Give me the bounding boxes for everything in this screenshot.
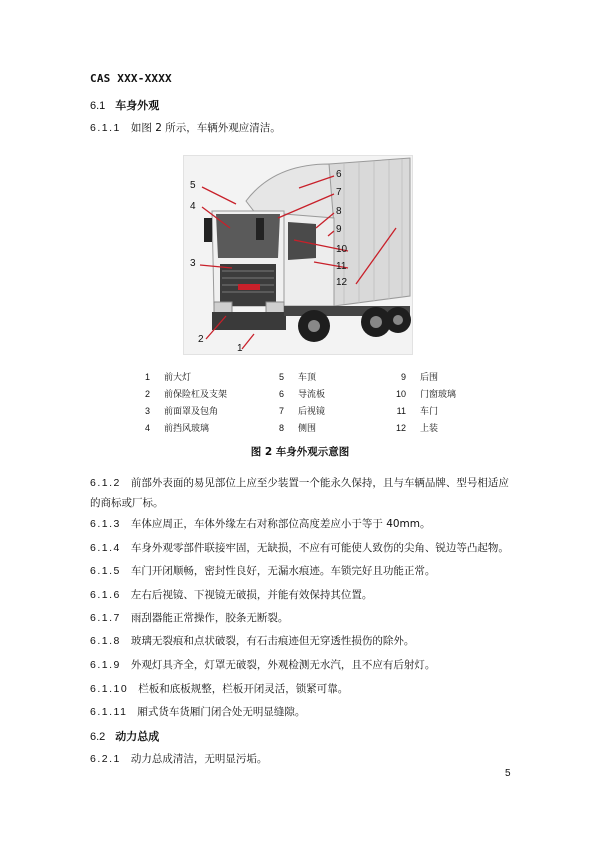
clause-text: 车门开闭顺畅，密封性良好，无漏水痕迹。车锁完好且功能正常。: [130, 565, 436, 577]
legend-column-3: [384, 369, 456, 437]
section-heading-6-1: [90, 97, 159, 113]
callout-4: 4: [190, 201, 196, 212]
callout-12: 12: [336, 277, 348, 288]
section-title: 车身外观: [115, 99, 160, 112]
clause-6-1-5: [90, 561, 520, 581]
clause-text: 左右后视镜、下视镜无破损，并能有效保持其位置。: [130, 589, 373, 601]
clause-number: 6.1.2: [90, 477, 121, 489]
clause-6-1-8: [90, 631, 520, 651]
callout-7: 7: [336, 187, 342, 198]
legend-item: 6 导流板: [278, 389, 326, 400]
figure-caption: 图 2 车身外观示意图: [250, 446, 350, 458]
clause-6-1-2: [90, 473, 520, 513]
callout-5: 5: [190, 180, 196, 191]
callout-9: 9: [336, 224, 342, 235]
callout-2: 2: [198, 334, 204, 345]
clause-text: 外观灯具齐全，灯罩无破裂，外观检测无水汽，且不应有后射灯。: [130, 659, 436, 671]
callout-8: 8: [336, 206, 342, 217]
clause-6-1-7: [90, 608, 520, 628]
clause-text: 如图 2 所示，车辆外观应清洁。: [130, 122, 281, 134]
legend-item: 11 车门: [396, 406, 439, 417]
clause-6-1-11: [90, 702, 520, 722]
clause-number: 6.1.9: [90, 659, 121, 671]
callout-10: 10: [336, 244, 348, 255]
clause-text: 车体应周正，车体外缘左右对称部位高度差应小于等于 40mm。: [130, 518, 431, 530]
section-number: 6.1: [90, 100, 106, 112]
clause-number: 6.1.6: [90, 589, 121, 601]
truck-illustration: [183, 155, 413, 355]
legend-item: 10 门窗玻璃: [395, 389, 457, 400]
clause-6-1-3: [90, 514, 520, 534]
clause-text: 车身外观零部件联接牢固，无缺损，不应有可能使人致伤的尖角、锐边等凸起物。: [130, 542, 509, 554]
legend-column-1: [128, 369, 227, 437]
clause-number: 6.1.10: [90, 683, 129, 695]
legend-item: 7 后视镜: [278, 406, 326, 417]
legend-column-2: [262, 369, 325, 437]
legend-item: 12 上装: [395, 423, 439, 434]
callout-6: 6: [336, 169, 342, 180]
section-heading-6-2: [90, 728, 159, 744]
section-number: 6.2: [90, 731, 106, 743]
legend-item: 2 前保险杠及支架: [144, 389, 228, 400]
clause-number: 6.1.3: [90, 518, 121, 530]
legend-item: 5 车顶: [278, 372, 317, 383]
clause-number: 6.1.11: [90, 706, 128, 718]
truck-drawing: [184, 156, 412, 354]
legend-item: 3 前面罩及包角: [144, 406, 219, 417]
callout-11: 11: [336, 261, 347, 272]
legend-item: 9 后围: [400, 372, 439, 383]
clause-text-continued: 的商标或厂标。: [90, 497, 164, 509]
clause-number: 6.1.5: [90, 565, 121, 577]
clause-number: 6.1.8: [90, 635, 121, 647]
clause-text: 动力总成清洁，无明显污垢。: [130, 753, 268, 765]
clause-6-1-9: [90, 655, 520, 675]
section-title: 动力总成: [115, 730, 160, 743]
page-number: 5: [505, 768, 511, 779]
clause-text: 厢式货车货厢门闭合处无明显缝隙。: [137, 706, 306, 718]
clause-text: 前部外表面的易见部位上应至少装置一个能永久保持，且与车辆品牌、型号相适应: [130, 477, 509, 489]
clause-text: 玻璃无裂痕和点状破裂，有石击痕迹但无穿透性损伤的除外。: [130, 635, 415, 647]
clause-text: 栏板和底板规整，栏板开闭灵活，锁紧可靠。: [138, 683, 349, 695]
clause-number: 6.1.1: [90, 122, 121, 134]
clause-6-1-4: [90, 538, 520, 558]
clause-6-2-1: [90, 749, 520, 769]
callout-1: 1: [237, 343, 243, 354]
clause-number: 6.2.1: [90, 753, 121, 765]
clause-number: 6.1.4: [90, 542, 121, 554]
clause-text: 雨刮器能正常操作，胶条无断裂。: [130, 612, 289, 624]
clause-6-1-10: [90, 679, 520, 699]
document-code: CAS XXX-XXXX: [90, 72, 172, 85]
callout-3: 3: [190, 258, 196, 269]
clause-number: 6.1.7: [90, 612, 121, 624]
clause-6-1-6: [90, 585, 520, 605]
legend-item: 8 侧围: [278, 423, 317, 434]
clause-6-1-1: [90, 118, 520, 138]
legend-item: 1 前大灯: [144, 372, 192, 383]
legend-item: 4 前挡风玻璃: [144, 423, 210, 434]
